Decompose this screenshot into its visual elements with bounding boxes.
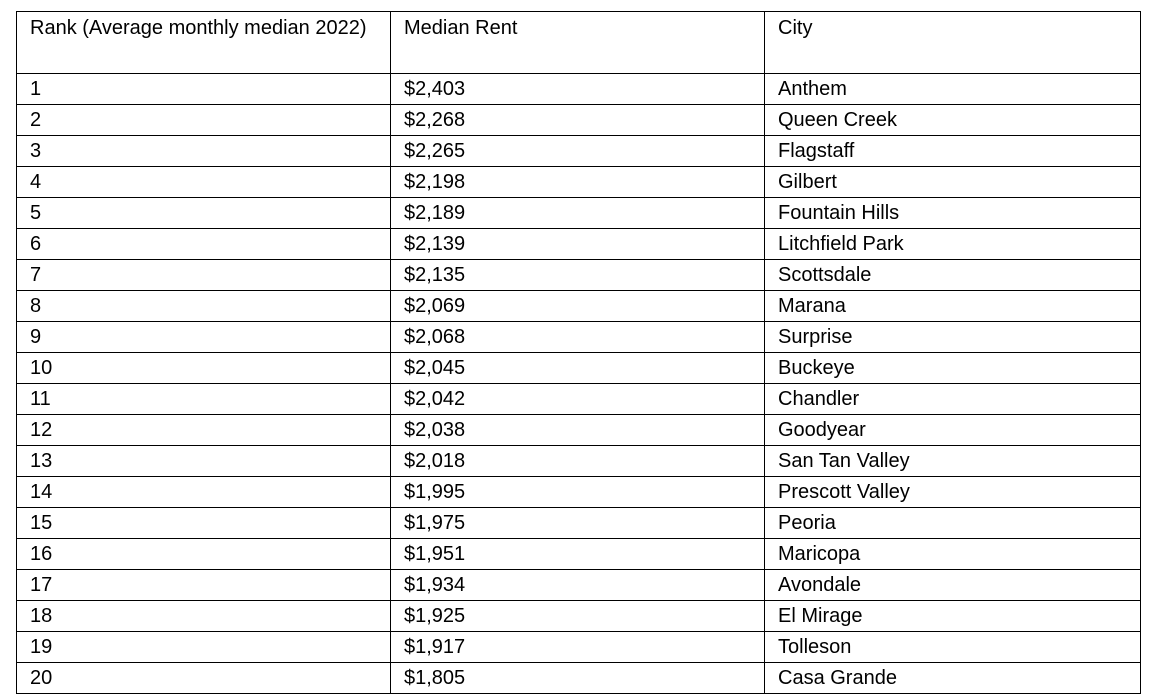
city-cell: Flagstaff (765, 136, 1141, 167)
table-row (17, 260, 1141, 291)
city-cell: Scottsdale (765, 260, 1141, 291)
table-row (17, 136, 1141, 167)
rank-cell: 10 (17, 353, 391, 384)
table-row (17, 74, 1141, 105)
table-row (17, 632, 1141, 663)
median-rent-cell: $1,975 (391, 508, 765, 539)
median-rent-cell: $2,038 (391, 415, 765, 446)
city-cell: Tolleson (765, 632, 1141, 663)
rank-cell: 20 (17, 663, 391, 694)
median-rent-cell: $1,951 (391, 539, 765, 570)
city-cell: Litchfield Park (765, 229, 1141, 260)
city-cell: San Tan Valley (765, 446, 1141, 477)
table-row (17, 570, 1141, 601)
table-row (17, 167, 1141, 198)
rank-cell: 4 (17, 167, 391, 198)
median-rent-cell: $1,917 (391, 632, 765, 663)
median-rent-cell: $2,042 (391, 384, 765, 415)
table-row (17, 198, 1141, 229)
median-rent-cell: $2,189 (391, 198, 765, 229)
rank-cell: 12 (17, 415, 391, 446)
city-cell: Fountain Hills (765, 198, 1141, 229)
median-rent-cell: $2,069 (391, 291, 765, 322)
city-cell: Peoria (765, 508, 1141, 539)
city-cell: Anthem (765, 74, 1141, 105)
city-cell: Goodyear (765, 415, 1141, 446)
city-cell: Surprise (765, 322, 1141, 353)
city-cell: Marana (765, 291, 1141, 322)
rank-cell: 3 (17, 136, 391, 167)
table-row (17, 291, 1141, 322)
city-cell: Avondale (765, 570, 1141, 601)
rank-cell: 14 (17, 477, 391, 508)
city-cell: Queen Creek (765, 105, 1141, 136)
median-rent-cell: $1,805 (391, 663, 765, 694)
rank-cell: 11 (17, 384, 391, 415)
median-rent-cell: $2,268 (391, 105, 765, 136)
median-rent-cell: $2,135 (391, 260, 765, 291)
median-rent-cell: $2,018 (391, 446, 765, 477)
table-row (17, 446, 1141, 477)
city-cell: Chandler (765, 384, 1141, 415)
header-rank: Rank (Average monthly median 2022) (17, 12, 391, 74)
median-rent-cell: $1,995 (391, 477, 765, 508)
rent-table (16, 11, 1141, 694)
table-row (17, 229, 1141, 260)
rank-cell: 9 (17, 322, 391, 353)
median-rent-cell: $2,045 (391, 353, 765, 384)
median-rent-cell: $1,934 (391, 570, 765, 601)
median-rent-cell: $2,068 (391, 322, 765, 353)
table-row (17, 384, 1141, 415)
rank-cell: 15 (17, 508, 391, 539)
median-rent-cell: $2,403 (391, 74, 765, 105)
rank-cell: 7 (17, 260, 391, 291)
rank-cell: 5 (17, 198, 391, 229)
table-row (17, 663, 1141, 694)
table-row (17, 415, 1141, 446)
rank-cell: 6 (17, 229, 391, 260)
city-cell: Gilbert (765, 167, 1141, 198)
rank-cell: 18 (17, 601, 391, 632)
table-row (17, 322, 1141, 353)
median-rent-cell: $2,265 (391, 136, 765, 167)
table-row (17, 539, 1141, 570)
rank-cell: 16 (17, 539, 391, 570)
city-cell: Buckeye (765, 353, 1141, 384)
header-city: City (765, 12, 1141, 74)
rank-cell: 8 (17, 291, 391, 322)
rank-cell: 17 (17, 570, 391, 601)
table-row (17, 508, 1141, 539)
city-cell: El Mirage (765, 601, 1141, 632)
table-header-row (17, 12, 1141, 74)
table-body (17, 12, 1141, 694)
city-cell: Casa Grande (765, 663, 1141, 694)
rank-cell: 2 (17, 105, 391, 136)
table-row (17, 601, 1141, 632)
city-cell: Maricopa (765, 539, 1141, 570)
rank-cell: 1 (17, 74, 391, 105)
rank-cell: 19 (17, 632, 391, 663)
header-median-rent: Median Rent (391, 12, 765, 74)
table-row (17, 477, 1141, 508)
table-row (17, 105, 1141, 136)
median-rent-cell: $2,139 (391, 229, 765, 260)
rank-cell: 13 (17, 446, 391, 477)
table-row (17, 353, 1141, 384)
median-rent-cell: $1,925 (391, 601, 765, 632)
city-cell: Prescott Valley (765, 477, 1141, 508)
median-rent-cell: $2,198 (391, 167, 765, 198)
